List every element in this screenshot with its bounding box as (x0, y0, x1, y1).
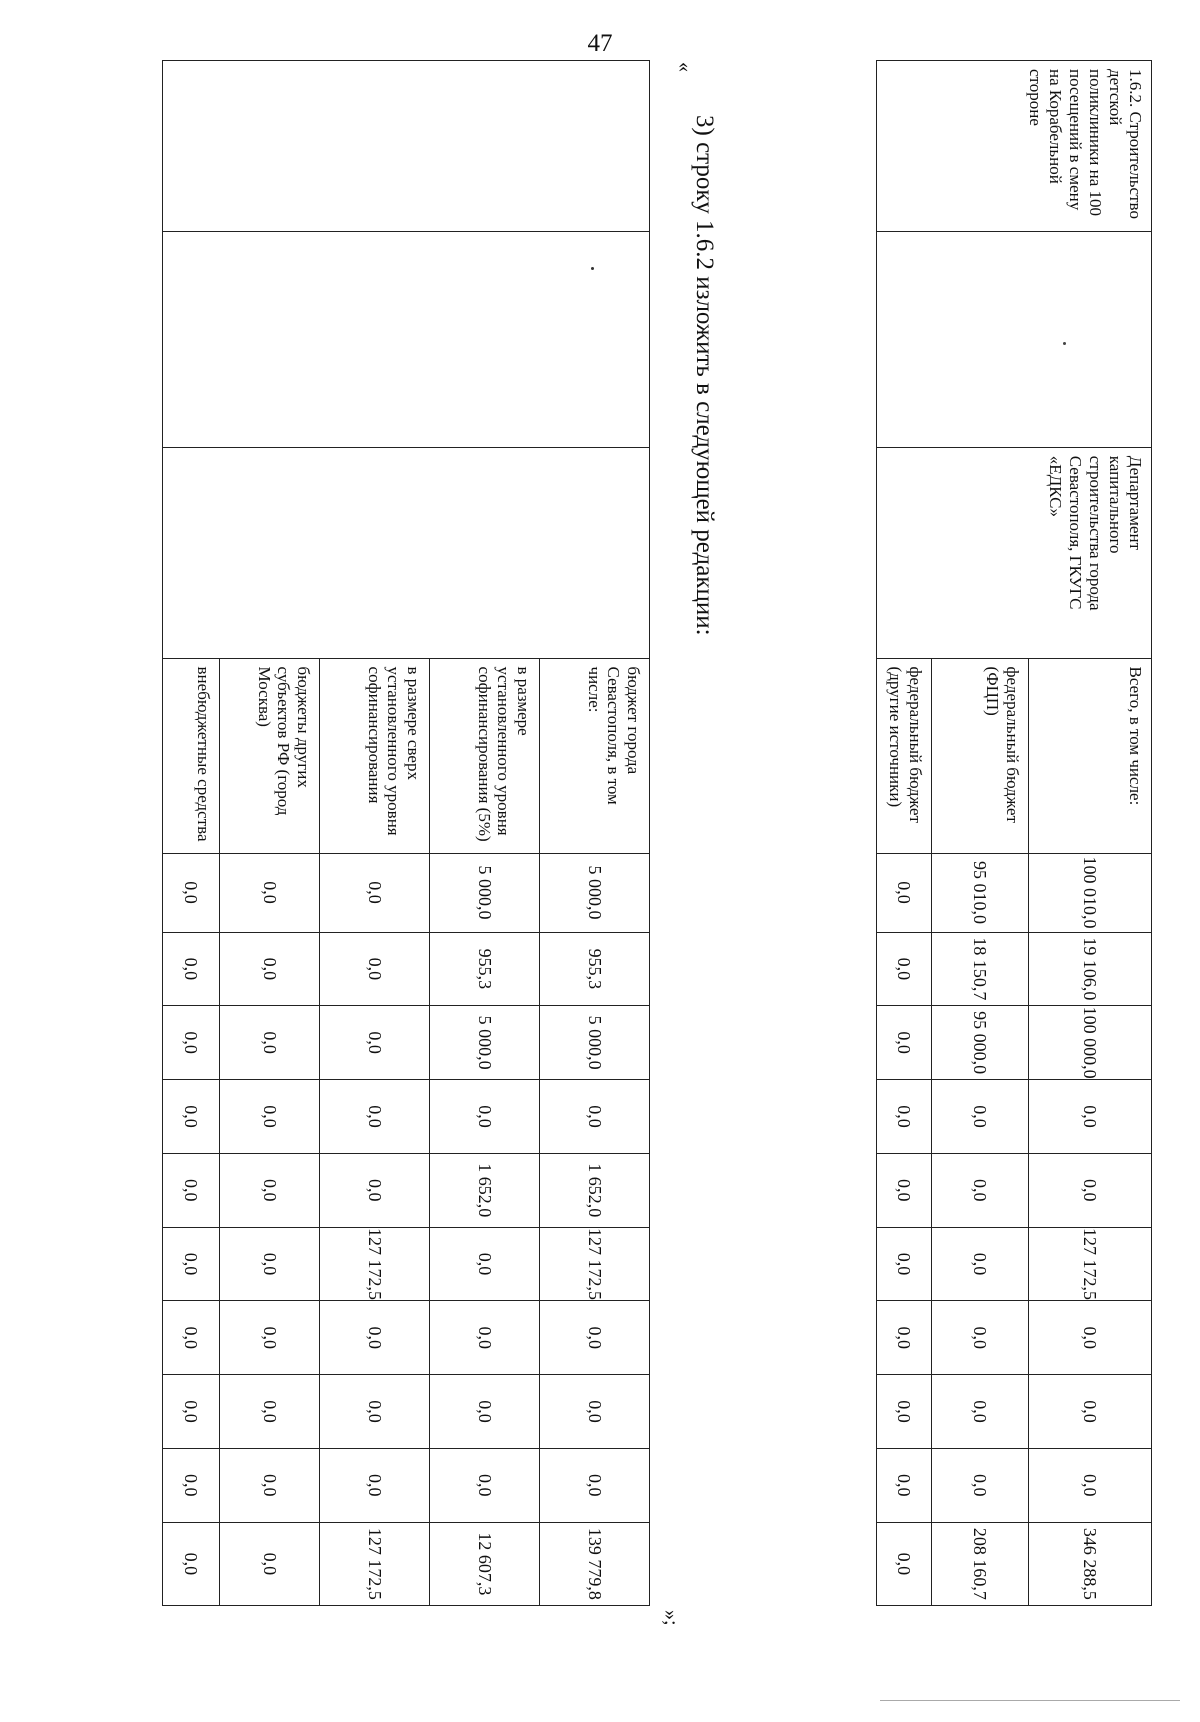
value-cell: 0,0 (220, 1080, 320, 1154)
value-cell: 0,0 (320, 1301, 430, 1375)
source-label: в размере установленного уровня софинансирования (5%) (430, 658, 540, 853)
object-cell: 1.6.2. Строительство детской поликлиники на 100 посещений в смену на Корабельной стороне (877, 61, 1152, 232)
value-cell: 95 010,0 (932, 853, 1029, 932)
value-cell: 19 106,0 (1029, 932, 1152, 1006)
value-cell: 0,0 (163, 1375, 220, 1449)
total-cell: 208 160,7 (932, 1522, 1029, 1605)
value-cell: 127 172,5 (320, 1227, 430, 1301)
empty-cell (163, 447, 650, 658)
source-label: Всего, в том числе: (1029, 658, 1152, 853)
value-cell: 0,0 (320, 1153, 430, 1227)
value-cell: 955,3 (540, 932, 650, 1006)
value-cell: 0,0 (220, 932, 320, 1006)
value-cell: 0,0 (220, 1375, 320, 1449)
value-cell: 127 172,5 (1029, 1227, 1152, 1301)
value-cell: 0,0 (877, 1153, 932, 1227)
scan-speck (1063, 342, 1066, 345)
value-cell: 0,0 (430, 1080, 540, 1154)
value-cell: 0,0 (1029, 1080, 1152, 1154)
empty-cell (877, 231, 1152, 447)
source-label: федеральный бюджет (ФЦП) (932, 658, 1029, 853)
value-cell: 0,0 (220, 853, 320, 932)
table-row (1029, 61, 1152, 1606)
value-cell: 0,0 (540, 1448, 650, 1522)
value-cell: 0,0 (220, 1448, 320, 1522)
value-cell: 18 150,7 (932, 932, 1029, 1006)
amendment-instruction: 3) строку 1.6.2 изложить в следующей редакции: (691, 115, 718, 636)
value-cell: 0,0 (163, 1153, 220, 1227)
total-cell: 127 172,5 (320, 1522, 430, 1605)
value-cell: 0,0 (220, 1006, 320, 1080)
value-cell: 127 172,5 (540, 1227, 650, 1301)
value-cell: 0,0 (320, 1006, 430, 1080)
value-cell: 0,0 (877, 932, 932, 1006)
value-cell: 0,0 (163, 1080, 220, 1154)
value-cell: 0,0 (1029, 1375, 1152, 1449)
value-cell: 0,0 (320, 1375, 430, 1449)
value-cell: 0,0 (877, 1227, 932, 1301)
value-cell: 0,0 (540, 1080, 650, 1154)
value-cell: 0,0 (1029, 1301, 1152, 1375)
value-cell: 0,0 (877, 1080, 932, 1154)
value-cell: 0,0 (320, 853, 430, 932)
value-cell: 0,0 (320, 1080, 430, 1154)
source-label: в размере сверх установленного уровня софинансирования (320, 658, 430, 853)
value-cell: 955,3 (430, 932, 540, 1006)
scan-edge-line (880, 1700, 1180, 1701)
value-cell: 0,0 (163, 1227, 220, 1301)
value-cell: 0,0 (163, 1006, 220, 1080)
page-number: 47 (587, 30, 613, 57)
value-cell: 0,0 (877, 1301, 932, 1375)
value-cell: 1 652,0 (540, 1153, 650, 1227)
source-label: бюджет города Севастополя, в том числе: (540, 658, 650, 853)
value-cell: 0,0 (320, 1448, 430, 1522)
value-cell: 5 000,0 (430, 1006, 540, 1080)
funding-table-continued (162, 60, 650, 1606)
responsible-cell: Департамент капитального строительства города Севастополя, ГКУГС «ЕДКС» (877, 447, 1152, 658)
value-cell: 0,0 (540, 1301, 650, 1375)
value-cell: 1 652,0 (430, 1153, 540, 1227)
source-label: внебюджетные средства (163, 658, 220, 853)
value-cell: 0,0 (163, 1448, 220, 1522)
value-cell: 0,0 (932, 1080, 1029, 1154)
source-label: федеральный бюджет (другие источники) (877, 658, 932, 853)
value-cell: 0,0 (932, 1227, 1029, 1301)
object-cell-empty (163, 61, 650, 232)
value-cell: 0,0 (540, 1375, 650, 1449)
closing-quote: »; (660, 1610, 682, 1626)
value-cell: 5 000,0 (430, 853, 540, 932)
value-cell: 5 000,0 (540, 853, 650, 932)
value-cell: 0,0 (932, 1301, 1029, 1375)
value-cell: 0,0 (320, 932, 430, 1006)
value-cell: 0,0 (877, 1375, 932, 1449)
value-cell: 0,0 (430, 1448, 540, 1522)
value-cell: 0,0 (220, 1301, 320, 1375)
value-cell: 0,0 (932, 1448, 1029, 1522)
total-cell: 139 779,8 (540, 1522, 650, 1605)
total-cell: 0,0 (220, 1522, 320, 1605)
value-cell: 100 000,0 (1029, 1006, 1152, 1080)
value-cell: 5 000,0 (540, 1006, 650, 1080)
value-cell: 95 000,0 (932, 1006, 1029, 1080)
table-row (540, 61, 650, 1606)
total-cell: 346 288,5 (1029, 1522, 1152, 1605)
value-cell: 0,0 (163, 1301, 220, 1375)
total-cell: 0,0 (877, 1522, 932, 1605)
total-cell: 12 607,3 (430, 1522, 540, 1605)
funding-table-row-1-6-2 (876, 60, 1152, 1606)
value-cell: 0,0 (877, 1448, 932, 1522)
value-cell: 0,0 (163, 853, 220, 932)
value-cell: 0,0 (877, 853, 932, 932)
value-cell: 0,0 (220, 1153, 320, 1227)
value-cell: 0,0 (163, 932, 220, 1006)
value-cell: 0,0 (430, 1375, 540, 1449)
value-cell: 100 010,0 (1029, 853, 1152, 932)
value-cell: 0,0 (932, 1375, 1029, 1449)
responsible-cell-empty (163, 231, 650, 447)
value-cell: 0,0 (220, 1227, 320, 1301)
value-cell: 0,0 (430, 1301, 540, 1375)
dot-mark (591, 267, 594, 270)
value-cell: 0,0 (1029, 1153, 1152, 1227)
value-cell: 0,0 (430, 1227, 540, 1301)
total-cell: 0,0 (163, 1522, 220, 1605)
value-cell: 0,0 (877, 1006, 932, 1080)
source-label: бюджеты других субъектов РФ (город Москва) (220, 658, 320, 853)
opening-quote: « (674, 62, 696, 72)
value-cell: 0,0 (932, 1153, 1029, 1227)
value-cell: 0,0 (1029, 1448, 1152, 1522)
